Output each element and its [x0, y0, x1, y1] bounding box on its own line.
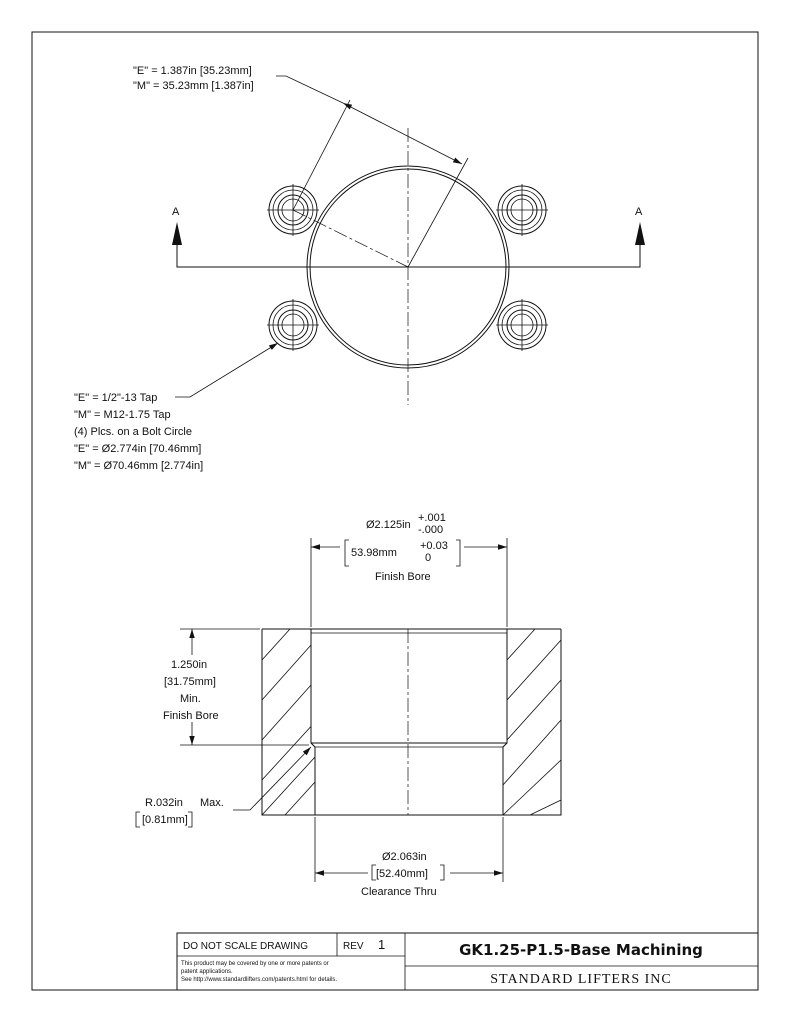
depth-line3: Min.: [180, 693, 201, 705]
radius-bracket-left: [136, 812, 140, 827]
radius-bracket-right: [188, 812, 192, 827]
patent-note-line2: patent applications.: [181, 969, 233, 975]
clearance-dia: Ø2.063in: [382, 851, 427, 863]
depth-line1: 1.250in: [171, 659, 208, 671]
clearance-metric: [52.40mm]: [376, 868, 428, 880]
finish-bore-metric-tol-plus: +0.03: [420, 540, 448, 552]
clearance-label: Clearance Thru: [361, 886, 437, 898]
tapped-hole-bottom-left: [267, 299, 319, 351]
drawing-title: GK1.25-P1.5-Base Machining: [459, 941, 703, 959]
section-label-right: A: [635, 206, 643, 218]
top-view: [74, 65, 645, 472]
finish-bore-metric-bracket-left: [345, 540, 349, 566]
finish-bore-tol-minus: -.000: [418, 524, 444, 536]
do-not-scale-label: DO NOT SCALE DRAWING: [183, 941, 309, 952]
tap-note-line1: "E" = 1/2"-13 Tap: [74, 392, 158, 404]
section-line-a-a: [172, 222, 645, 267]
finish-bore-metric-tol-minus: 0: [425, 552, 432, 564]
radius-line1b: Max.: [200, 797, 224, 809]
tap-note-leader: [175, 343, 278, 397]
rev-value: 1: [378, 937, 386, 952]
section-label-left: A: [172, 206, 180, 218]
tapped-hole-bottom-right: [496, 299, 548, 351]
bolt-spacing-note-line2: "M" = 35.23mm [1.387in]: [133, 80, 254, 92]
radius-line2: [0.81mm]: [142, 814, 188, 826]
finish-bore-metric-bracket-right: [456, 540, 460, 566]
title-block: [177, 933, 758, 990]
radius-leader: [233, 747, 311, 810]
depth-line2: [31.75mm]: [164, 676, 216, 688]
bolt-spacing-dimension: [276, 76, 468, 267]
rev-label: REV: [343, 941, 364, 952]
radius-line1: R.032in: [145, 797, 183, 809]
company-name: STANDARD LIFTERS INC: [490, 972, 672, 987]
finish-bore-metric: 53.98mm: [351, 547, 397, 559]
finish-bore-tol-plus: +.001: [418, 512, 446, 524]
tap-note-line2: "M" = M12-1.75 Tap: [74, 409, 171, 421]
patent-note-line3: See http://www.standardlifters.com/patents.html for details.: [181, 977, 338, 983]
finish-bore-dia: Ø2.125in: [366, 519, 411, 531]
section-hatch-right: [503, 629, 561, 815]
tap-note-line3: (4) Plcs. on a Bolt Circle: [74, 426, 192, 438]
clearance-bracket-right: [440, 865, 444, 880]
section-hatch-left: [262, 629, 315, 815]
patent-note-line1: This product may be covered by one or more patents or: [181, 961, 329, 967]
section-outline-left: [262, 629, 315, 815]
section-view: [136, 512, 561, 898]
depth-line4: Finish Bore: [163, 710, 219, 722]
sheet-border: [32, 32, 758, 990]
tapped-hole-top-right: [496, 184, 548, 236]
tap-note-line4: "E" = Ø2.774in [70.46mm]: [74, 443, 202, 455]
finish-bore-label: Finish Bore: [375, 571, 431, 583]
bolt-spacing-note-line1: "E" = 1.387in [35.23mm]: [133, 65, 252, 77]
tap-note-line5: "M" = Ø70.46mm [2.774in]: [74, 460, 204, 472]
